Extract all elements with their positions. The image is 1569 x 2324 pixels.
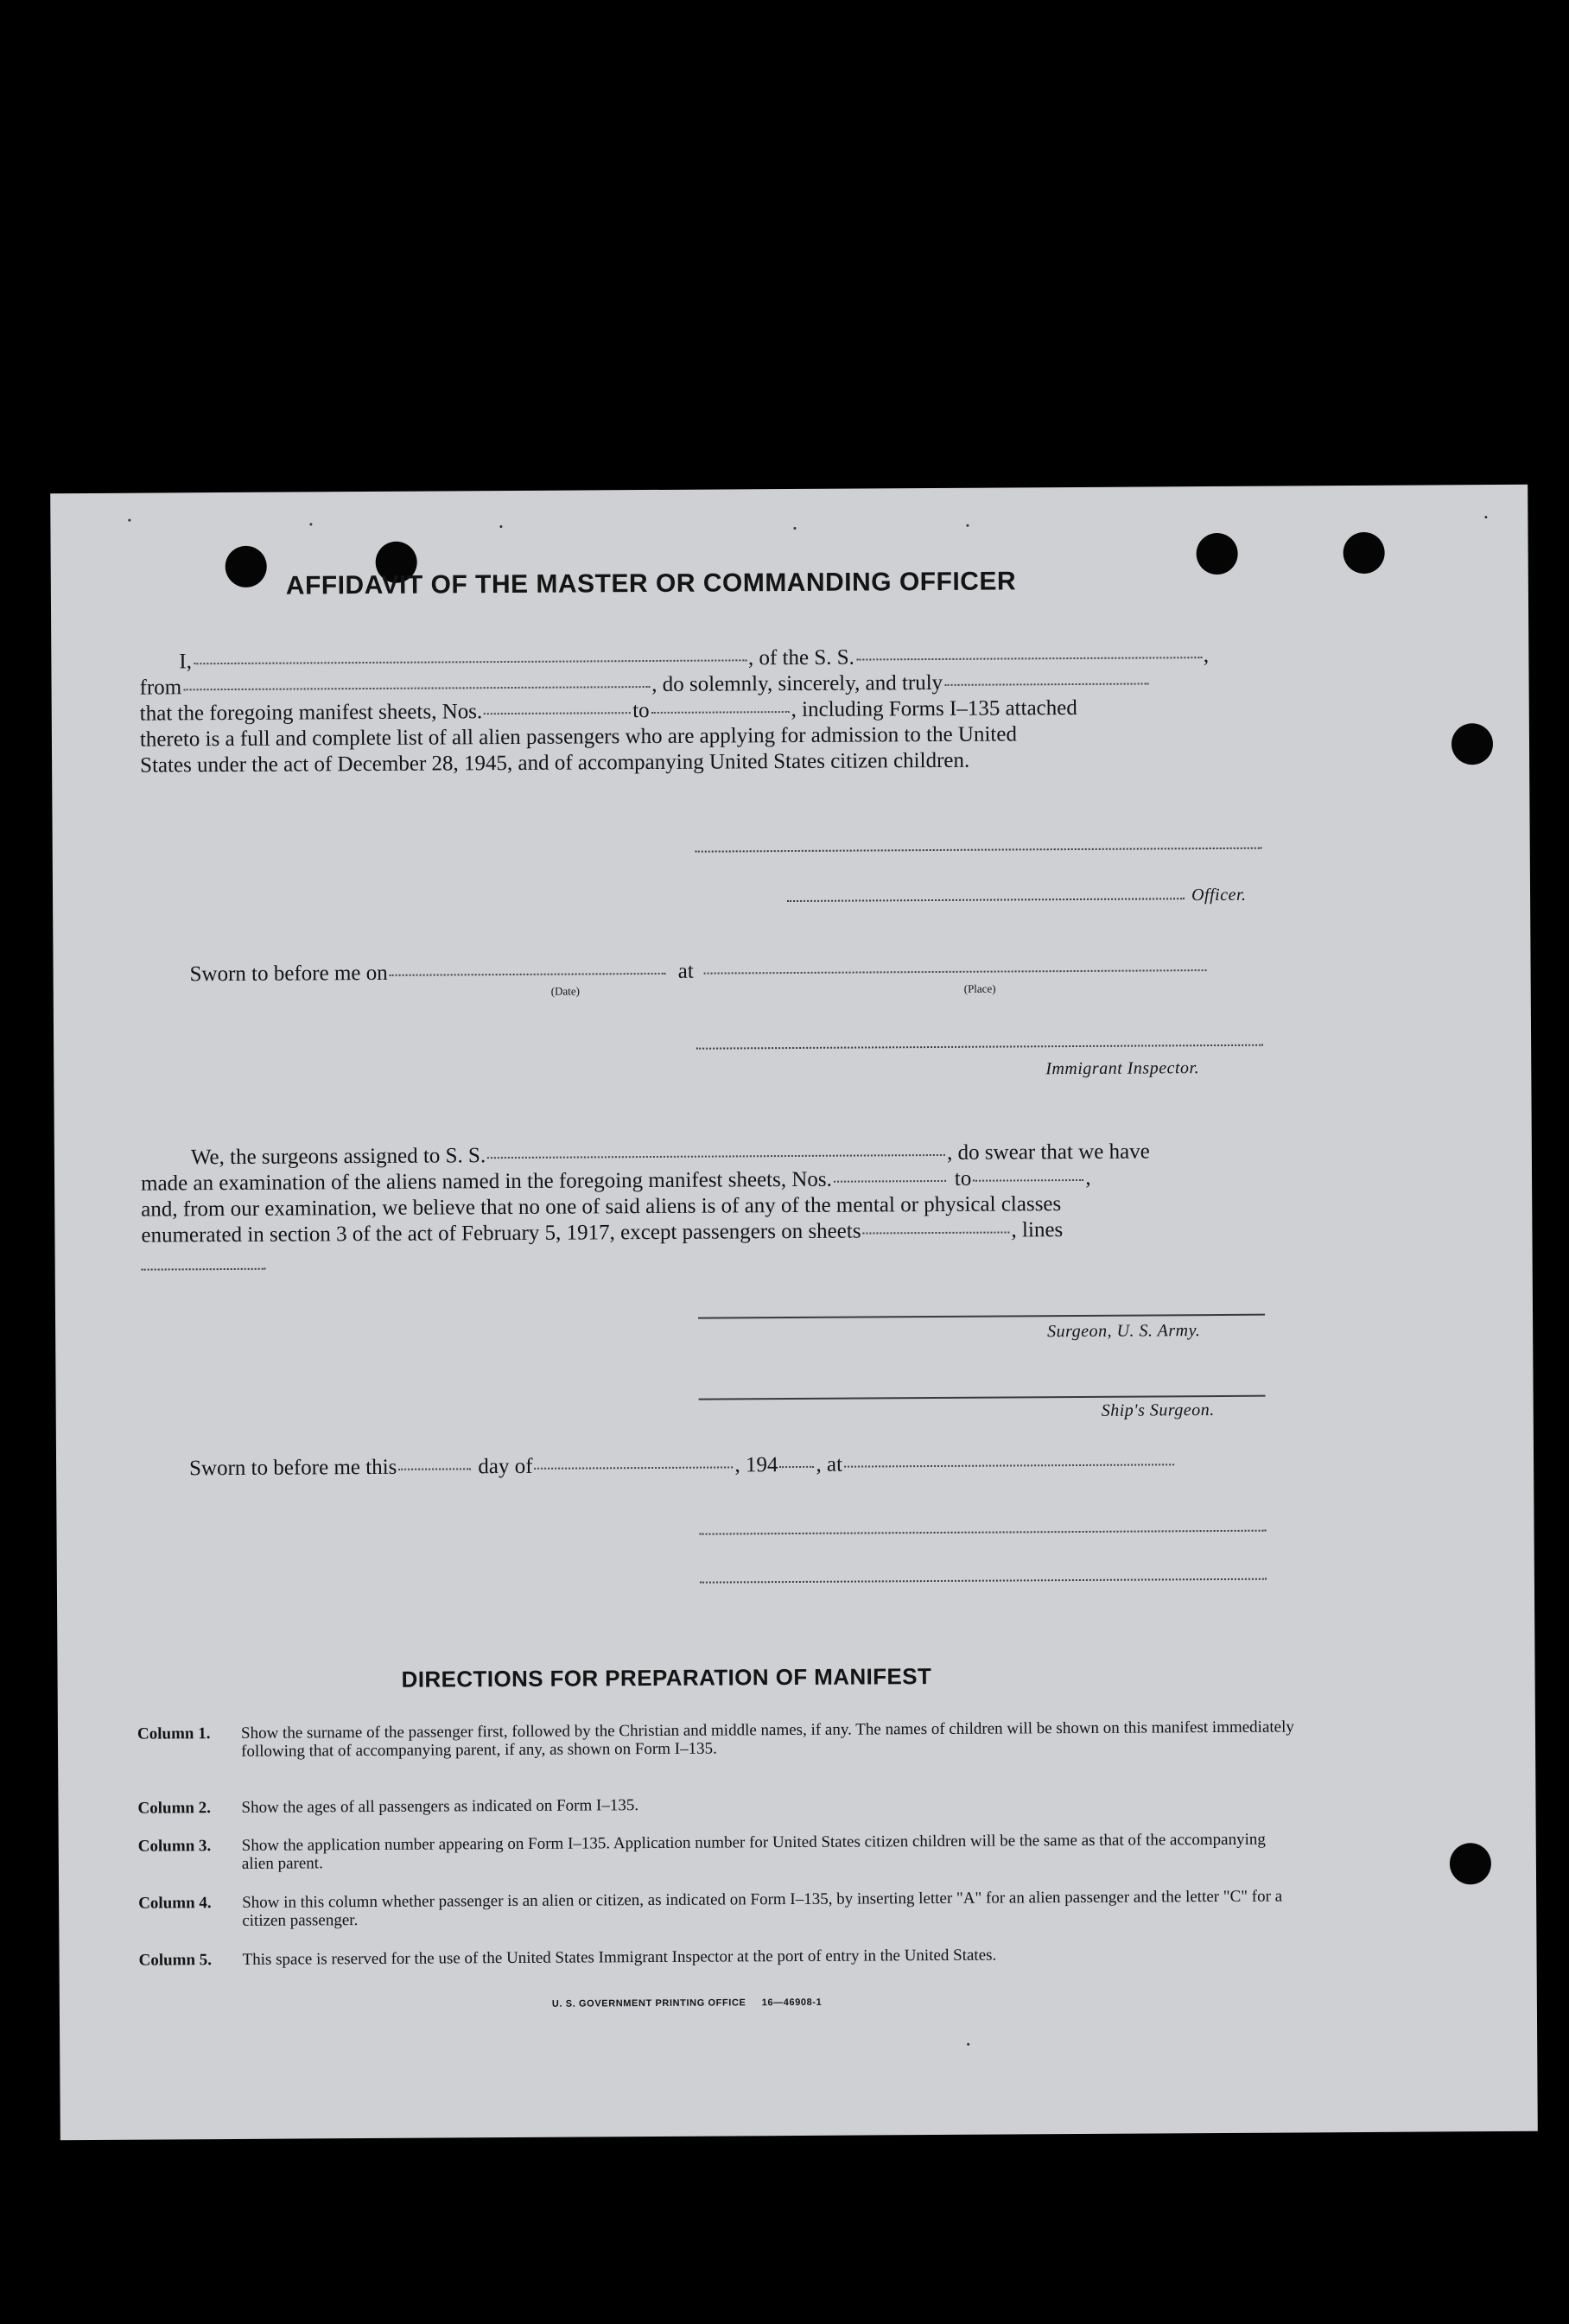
text: at	[677, 959, 694, 983]
text: ,	[1085, 1165, 1091, 1190]
surgeons-line-4	[141, 1218, 1063, 1248]
punch-hole	[1196, 533, 1237, 575]
day-blank[interactable]	[398, 1467, 471, 1470]
date-blank[interactable]	[390, 972, 666, 976]
text: I,	[179, 650, 193, 674]
column-label: Column 5.	[138, 1951, 213, 1970]
direction-column-2	[137, 1792, 1295, 1818]
column-text: Show the application number appearing on Form I–135. Application number for United States citizen children will be the same as that of the accompanying alien parent.	[241, 1830, 1266, 1873]
direction-column-1	[137, 1718, 1295, 1761]
signature-line[interactable]	[696, 848, 1262, 853]
direction-column-5	[138, 1944, 1297, 1970]
sheets-blank[interactable]	[863, 1230, 1010, 1234]
affidavit-line-4: thereto is a full and complete list of all alien passengers who are applying for admission to the United	[139, 722, 1018, 752]
text: , lines	[1011, 1218, 1064, 1242]
speck	[309, 523, 312, 525]
column-label: Column 4.	[138, 1894, 212, 1913]
place-blank[interactable]	[844, 1463, 1174, 1467]
surgeon-ship-blank[interactable]	[487, 1153, 945, 1159]
column-text: Show the surname of the passenger first, followed by the Christian and middle names, if any. The names of children will be shown on this manifest immediately following that of accompanying parent, if any, as shown on Form I–135.	[240, 1718, 1294, 1761]
speck	[966, 524, 969, 527]
ship-blank[interactable]	[856, 656, 1202, 660]
text: , at	[816, 1452, 843, 1476]
direction-column-3	[137, 1830, 1296, 1873]
from-blank[interactable]	[183, 685, 650, 690]
affidavit-line-3	[140, 696, 1077, 727]
affidavit-title: AFFIDAVIT OF THE MASTER OR COMMANDING OFFICER	[285, 567, 1017, 600]
text: , 194	[734, 1453, 778, 1477]
sworn-line-1	[190, 956, 1209, 987]
printing-office-footer: U. S. GOVERNMENT PRINTING OFFICE 16—46908-1	[551, 1997, 823, 2010]
army-surgeon-label: Surgeon, U. S. Army.	[1047, 1321, 1201, 1342]
text: Sworn to before me this	[189, 1455, 397, 1481]
text: enumerated in section 3 of the act of February 5, 1917, except passengers on sheets	[141, 1219, 861, 1248]
speck	[499, 525, 502, 528]
text: that the foregoing manifest sheets, Nos.	[139, 700, 483, 726]
directions-title: DIRECTIONS FOR PREPARATION OF MANIFEST	[401, 1663, 932, 1692]
place-blank[interactable]	[704, 968, 1207, 975]
ship-surgeon-label: Ship's Surgeon.	[1101, 1400, 1215, 1420]
text: day of	[478, 1454, 533, 1479]
sworn-blank[interactable]	[944, 682, 1148, 685]
affidavit-line-5: States under the act of December 28, 1945, and of accompanying United States citizen children.	[140, 748, 970, 778]
affidavit-line-1	[179, 644, 1209, 674]
column-text: Show in this column whether passenger is an alien or citizen, as indicated on Form I–135, by inserting letter "A" for an alien passenger and the letter "C" for a citizen passenger.	[242, 1887, 1283, 1930]
text: , do solemnly, sincerely, and truly	[651, 670, 943, 696]
text: , including Forms I–135 attached	[791, 695, 1077, 722]
speck	[793, 527, 796, 530]
text: to	[632, 699, 650, 723]
text: to	[954, 1166, 972, 1191]
text: ,	[1203, 644, 1210, 668]
text: from	[139, 676, 182, 700]
inspector-title-line[interactable]	[700, 1578, 1267, 1584]
speck	[1484, 516, 1487, 518]
text: , of the S. S.	[747, 645, 854, 670]
form-page	[50, 485, 1538, 2140]
direction-column-4	[138, 1887, 1296, 1930]
sheet-to-blank[interactable]	[973, 1178, 1083, 1182]
column-text: Show the ages of all passengers as indicated on Form I–135.	[241, 1796, 639, 1817]
year-blank[interactable]	[779, 1465, 814, 1468]
ship-surgeon-signature-line[interactable]	[699, 1395, 1266, 1400]
army-surgeon-signature-line[interactable]	[698, 1314, 1265, 1319]
text: We, the surgeons assigned to S. S.	[190, 1144, 486, 1170]
name-blank[interactable]	[194, 658, 746, 664]
punch-hole	[1343, 532, 1384, 574]
punch-hole	[1451, 723, 1493, 765]
officer-label: Officer.	[1191, 885, 1247, 905]
column-label: Column 3.	[137, 1837, 212, 1856]
surgeons-line-1	[191, 1140, 1150, 1170]
inspector-signature-line[interactable]	[696, 1045, 1263, 1050]
affidavit-line-2	[139, 670, 1150, 700]
surgeons-line-3: and, from our examination, we believe that no one of said aliens is of any of the mental or physical classes	[141, 1192, 1062, 1222]
column-label: Column 2.	[137, 1799, 212, 1818]
officer-signature-line[interactable]	[787, 898, 1185, 902]
column-label: Column 1.	[137, 1724, 211, 1743]
inspector-label: Immigrant Inspector.	[1045, 1058, 1200, 1079]
punch-hole	[1450, 1843, 1491, 1884]
sworn-line-2	[189, 1451, 1176, 1481]
text: Sworn to before me on	[189, 961, 388, 987]
month-blank[interactable]	[534, 1465, 733, 1469]
text: , do swear that we have	[947, 1140, 1150, 1165]
text: made an examination of the aliens named in the foregoing manifest sheets, Nos.	[140, 1167, 832, 1196]
place-caption: (Place)	[963, 981, 996, 995]
date-caption: (Date)	[550, 984, 580, 998]
speck	[128, 519, 130, 522]
surgeons-line-2	[141, 1166, 1091, 1197]
sheet-from-blank[interactable]	[484, 711, 631, 714]
speck	[967, 2043, 969, 2046]
column-text: This space is reserved for the use of the United States Immigrant Inspector at the port of entry in the United States.	[242, 1946, 997, 1969]
sheet-from-blank[interactable]	[834, 1179, 946, 1183]
lines-blank[interactable]	[142, 1268, 266, 1271]
punch-hole	[226, 546, 267, 587]
inspector-signature-line[interactable]	[700, 1530, 1267, 1535]
sheet-to-blank[interactable]	[651, 710, 790, 714]
